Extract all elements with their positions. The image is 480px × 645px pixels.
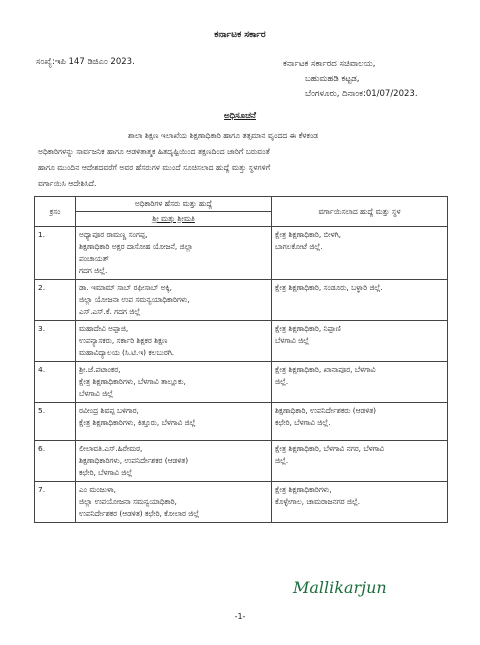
officer-line-3: ಪಂಚಾಯತ್ (79, 254, 109, 263)
place-line-1: ಕ್ಷೇತ್ರ ಶಿಕ್ಷಣಾಧಿಕಾರಿ, ನಿಪ್ಪಾಣಿ (275, 324, 341, 333)
officer-line-3: ಎಸ್.ಎಸ್.ಕೆ. ಗದಗ ಜಿಲ್ಲೆ (79, 307, 141, 316)
office-line-1: ಕರ್ನಾಟಕ ಸರ್ಕಾರದ ಸಚಿವಾಲಯ, (283, 59, 376, 69)
office-line-2: ಬಹುಮಹಡಿ ಕಟ್ಟಡ, (305, 74, 360, 84)
place-line-2: ಜಿಲ್ಲೆ. (275, 377, 289, 386)
government-title: ಕರ್ನಾಟಕ ಸರ್ಕಾರ (214, 30, 266, 40)
body-line-4: ವರ್ಗಾಯಿಸಿ ಆದೇಶಿಸಿದೆ. (38, 179, 97, 188)
table-row (35, 482, 448, 523)
table-row (35, 403, 448, 441)
table-row (35, 362, 448, 403)
serial-number-cell (35, 321, 76, 362)
officer-line-3: ಮಹಾವಿದ್ಯಾಲಯ (ಸಿ.ಟಿ.ಇ) ಕಲಬುರಗಿ. (79, 348, 175, 357)
transfer-place-cell (272, 403, 448, 441)
transfer-place-cell (272, 280, 448, 321)
table-row (35, 280, 448, 321)
page-number: -1- (234, 612, 246, 621)
serial-number: 6. (38, 444, 46, 453)
serial-number-cell (35, 280, 76, 321)
officer-name-cell (76, 441, 272, 482)
officer-line-2: ಕ್ಷೇತ್ರ ಶಿಕ್ಷಣಾಧಿಕಾರಿಗಳು, ಬೆಳಗಾವಿ ತಾಲ್ಲೂಕು, (79, 377, 186, 386)
officer-line-1: ಶ್ರೀ.ಜೆ.ಪಟಾಂಕರ, (79, 365, 121, 374)
table-row (35, 227, 448, 280)
officer-name-cell (76, 227, 272, 280)
reference-number: ಸಂಖ್ಯೆ:ಇಪಿ 147 ಡಿಜಿಎಂ 2023. (36, 57, 135, 67)
officer-line-2: ಶಿಕ್ಷಣಾಧಿಕಾರಿಗಳು, ಉಪನಿರ್ದೇಶಕರ (ಆಡಳಿತ) (79, 456, 189, 465)
officer-line-1: ಮಹಾದೇವಿ ಅಪ್ಪಾಜಿ, (79, 324, 129, 333)
officer-name-cell (76, 321, 272, 362)
officer-line-4: ಗದಗ ಜಿಲ್ಲೆ. (79, 266, 108, 275)
serial-number: 3. (38, 324, 46, 333)
place-line-1: ಕ್ಷೇತ್ರ ಶಿಕ್ಷಣಾಧಿಕಾರಿ, ಬೀಳಗಿ, (275, 230, 342, 239)
body-line-1: ಶಾಲಾ ಶಿಕ್ಷಣ ಇಲಾಖೆಯ ಶಿಕ್ಷಣಾಧಿಕಾರಿ ಹಾಗೂ ತತ್ಸಮಾನ ವೃಂದದ ಈ ಕೆಳಕಂಡ (128, 131, 319, 140)
transfer-place-cell (272, 227, 448, 280)
transfer-table (34, 196, 448, 523)
notification-body (38, 128, 448, 192)
column-header-place: ವರ್ಗಾಯಿಸಲಾದ ಹುದ್ದೆ ಮತ್ತು ಸ್ಥಳ (272, 197, 448, 227)
officer-line-2: ಜಿಲ್ಲಾ ಯೋಜನಾ ಉಪ ಸಮನ್ವಯಾಧಿಕಾರಿಗಳು, (79, 295, 190, 304)
officer-line-2: ಜಿಲ್ಲಾ ಉಪಯೋಜನಾ ಸಮನ್ವಯಾಧಿಕಾರಿ, (79, 497, 177, 506)
officer-line-1: ಲೀಲಾವತಿ.ಎಸ್.ಹಿರೇಮಠ, (79, 444, 143, 453)
column-subheader-name: ಶ್ರೀ ಮತ್ತು ಶ್ರೀಮತಿ (76, 212, 272, 227)
office-date-line: ಬೆಂಗಳೂರು, ದಿನಾಂಕ:01/07/2023. (305, 89, 418, 99)
serial-number-cell (35, 227, 76, 280)
place-line-1: ಕ್ಷೇತ್ರ ಶಿಕ್ಷಣಾಧಿಕಾರಿ, ಬೆಳಗಾವಿ ನಗರ, ಬೆಳಗಾವಿ (275, 444, 385, 453)
officer-name-cell (76, 280, 272, 321)
table-body (35, 227, 448, 523)
signature: Mallikarjun (293, 578, 387, 597)
transfer-place-cell (272, 482, 448, 523)
office-address (283, 57, 418, 102)
serial-number-cell (35, 482, 76, 523)
serial-number: 7. (38, 485, 46, 494)
officer-line-2: ಉಪನ್ಯಾಸಕರು, ಸರ್ಕಾರಿ ಶಿಕ್ಷಕರ ಶಿಕ್ಷಣ (79, 336, 168, 345)
place-line-2: ಬೆಳಗಾವಿ ಜಿಲ್ಲೆ (275, 336, 310, 345)
place-line-1: ಕ್ಷೇತ್ರ ಶಿಕ್ಷಣಾಧಿಕಾರಿ, ಖಾನಾಪೂರ, ಬೆಳಗಾವಿ (275, 365, 376, 374)
place-line-2: ಜಿಲ್ಲೆ. (275, 456, 289, 465)
serial-number-cell (35, 362, 76, 403)
table-row (35, 321, 448, 362)
officer-line-2: ಕ್ಷೇತ್ರ ಶಿಕ್ಷಣಾಧಿಕಾರಿಗಳು, ಕಿತ್ತೂರು, ಬೆಳಗಾವಿ ಜಿಲ್ಲೆ (79, 418, 196, 427)
serial-number: 1. (38, 230, 46, 239)
officer-name-cell (76, 482, 272, 523)
officer-line-1: ಅಧ್ಯಾಪೂರ ರಾಮಣ್ಣ ಸಂಗಪ್ಪ, (79, 230, 148, 239)
place-line-2: ಕಛೇರಿ, ಬೆಳಗಾವಿ ಜಿಲ್ಲೆ. (275, 418, 331, 427)
table-row (35, 441, 448, 482)
serial-number-cell (35, 403, 76, 441)
serial-number: 5. (38, 406, 46, 415)
column-header-name: ಅಧಿಕಾರಿಗಳ ಹೆಸರು ಮತ್ತು ಹುದ್ದೆ (76, 197, 272, 212)
officer-line-1: ಡಾ. ಇಮಾಮ್ ಸಾಬ್ ರಫೀಸಾಬ್ ಅಕ್ಕಿ, (79, 283, 173, 292)
officer-line-3: ಉಪನಿರ್ದೇಶಕರ (ಆಡಳಿತ) ಕಛೇರಿ, ಕೋಲಾರ ಜಿಲ್ಲೆ (79, 509, 200, 518)
officer-name-cell (76, 362, 272, 403)
serial-number: 4. (38, 365, 46, 374)
column-header-serial: ಕ್ರಸಂ (35, 197, 76, 227)
place-line-1: ಶಿಕ್ಷಣಾಧಿಕಾರಿ, ಉಪನಿರ್ದೇಶಕರು (ಆಡಳಿತ) (275, 406, 377, 415)
officer-line-1: ಎಂ ಮಂಜುಳಾ, (79, 485, 116, 494)
transfer-place-cell (272, 362, 448, 403)
officer-line-1: ರವೀಂದ್ರ ಶಿವಪ್ಪ ಬಳಿಗಾರ, (79, 406, 139, 415)
officer-line-2: ಶಿಕ್ಷಣಾಧಿಕಾರಿ ಅಕ್ಷರ ದಾಸೋಹ ಯೋಜನೆ, ಜಿಲ್ಲಾ (79, 242, 193, 251)
notification-title: ಅಧಿಸೂಚನೆ (224, 111, 256, 121)
body-line-3: ಹಾಗೂ ಮುಂದಿನ ಆದೇಶದವರೆಗೆ ಅವರ ಹೆಸರುಗಳ ಮುಂದೆ ಸೂಚಿಸಲಾದ ಹುದ್ದೆ ಮತ್ತು ಸ್ಥಳಗಳಿಗೆ (38, 163, 271, 172)
body-line-2: ಅಧಿಕಾರಿಗಳನ್ನು ಸಾರ್ವಜನಿಕ ಹಾಗೂ ಆಡಳಿತಾತ್ಮಕ ಹಿತದೃಷ್ಟಿಯಿಂದ ತಕ್ಷಣದಿಂದ ಜಾರಿಗೆ ಬರುವಂತೆ (38, 147, 270, 156)
place-line-2: ಕೊಳ್ಳೇಗಾಲ, ಚಾಮರಾಜನಗರ ಜಿಲ್ಲೆ. (275, 497, 361, 506)
place-line-1: ಕ್ಷೇತ್ರ ಶಿಕ್ಷಣಾಧಿಕಾರಿ, ಸಂಡೂರು, ಬಳ್ಳಾರಿ ಜಿಲ್ಲೆ. (275, 283, 383, 292)
place-line-1: ಕ್ಷೇತ್ರ ಶಿಕ್ಷಣಾಧಿಕಾರಿಗಳು, (275, 485, 332, 494)
transfer-place-cell (272, 441, 448, 482)
place-line-2: ಬಾಗಲಕೋಟೆ ಜಿಲ್ಲೆ. (275, 242, 323, 251)
officer-line-3: ಬೆಳಗಾವಿ ಜಿಲ್ಲೆ (79, 389, 114, 398)
transfer-place-cell (272, 321, 448, 362)
serial-number: 2. (38, 283, 46, 292)
serial-number-cell (35, 441, 76, 482)
officer-line-3: ಕಛೇರಿ, ಬೆಳಗಾವಿ ಜಿಲ್ಲೆ (79, 468, 133, 477)
officer-name-cell (76, 403, 272, 441)
